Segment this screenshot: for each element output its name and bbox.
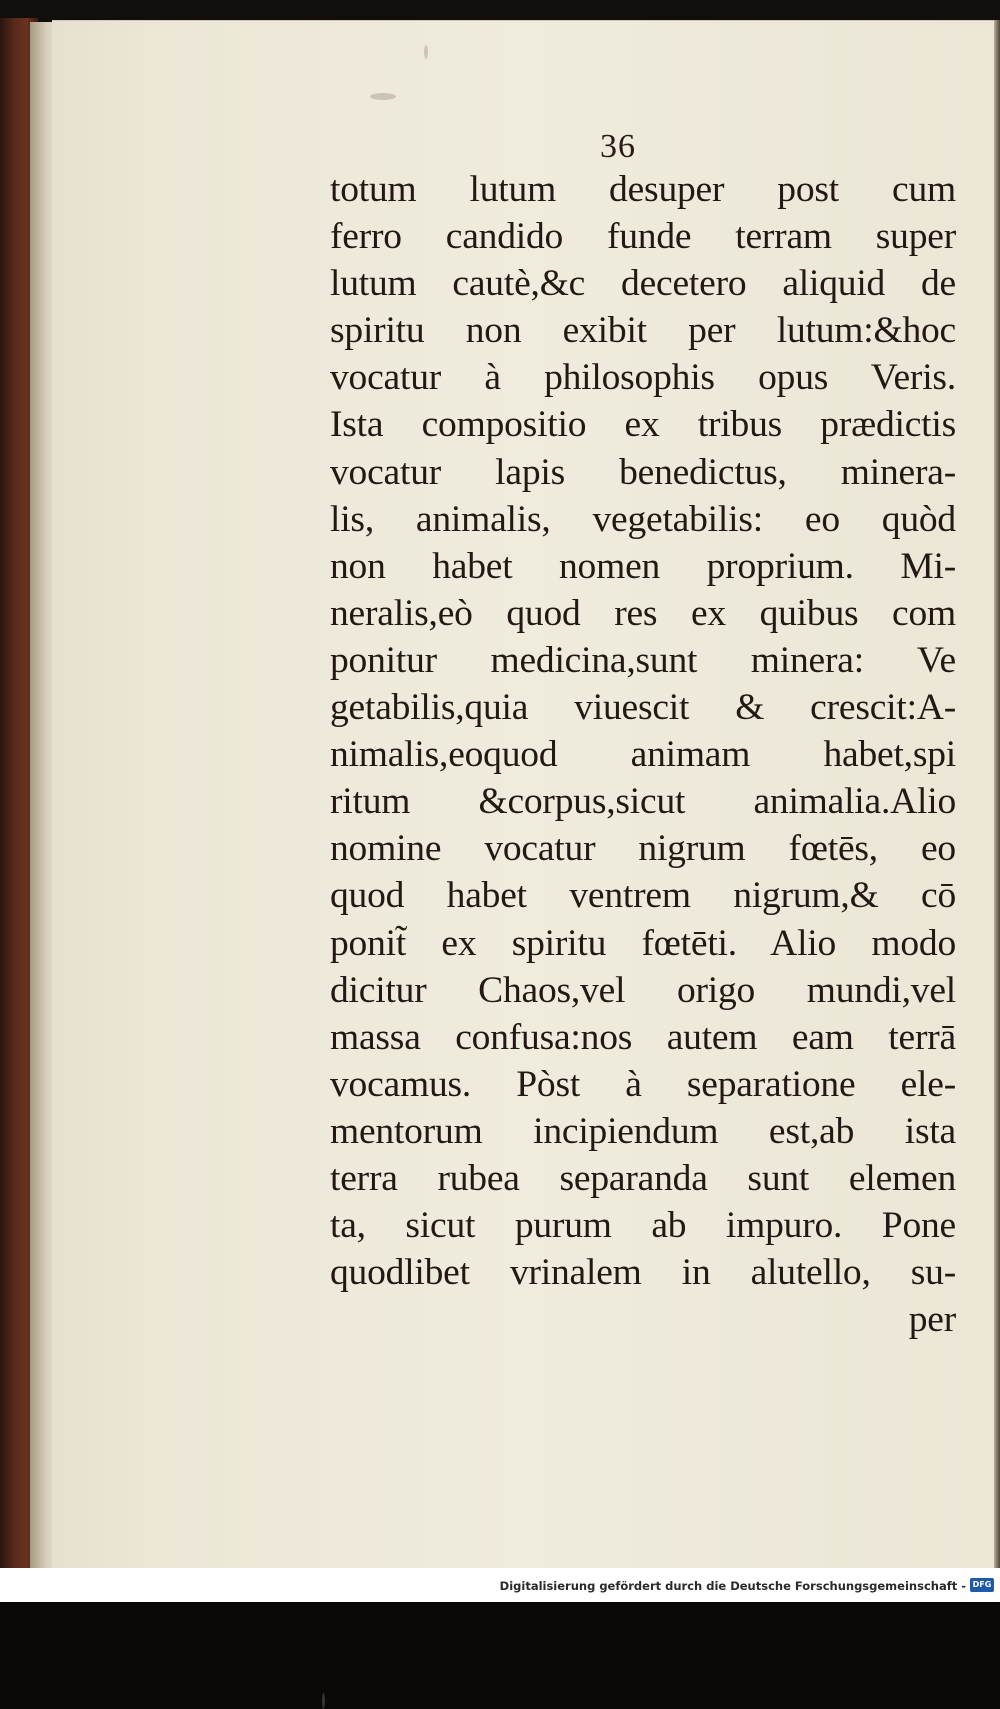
text-line: vocatur lapis benedictus, minera- xyxy=(330,451,956,493)
text-line: ta, sicut purum ab impuro. Pone xyxy=(330,1205,956,1247)
text-line: terra rubea separanda sunt elemen xyxy=(330,1157,956,1199)
page-smudge xyxy=(424,45,428,59)
footer-credit: Digitalisierung gefördert durch die Deutsche Forschungsgemeinschaft - xyxy=(499,1579,966,1593)
text-line: ponitur medicina,sunt minera: Ve xyxy=(330,639,956,681)
text-line: totum lutum desuper post cum xyxy=(330,169,956,210)
catchword: per xyxy=(908,1299,956,1341)
digitization-footer xyxy=(0,1568,1000,1602)
text-line: ferro candido funde terram super xyxy=(330,216,956,258)
text-line: getabilis,quia viuescit & crescit:A- xyxy=(330,687,956,729)
text-line: vocamus. Pòst à separatione ele- xyxy=(330,1063,956,1105)
text-line: quodlibet vrinalem in alutello, su- xyxy=(330,1252,956,1294)
text-line: lis, animalis, vegetabilis: eo quòd xyxy=(330,498,956,540)
text-line: neralis,eò quod res ex quibus com xyxy=(330,592,956,634)
page-right-edge xyxy=(994,20,1000,1568)
text-line: nomine vocatur nigrum fœtēs, eo xyxy=(330,828,956,870)
text-line: Ista compositio ex tribus prædictis xyxy=(330,404,956,446)
page-number: 36 xyxy=(600,128,636,165)
text-line: lutum cautè,&c decetero aliquid de xyxy=(330,263,956,305)
body-text xyxy=(330,166,956,1343)
text-line: mentorum incipiendum est,ab ista xyxy=(330,1110,956,1152)
text-line: massa confusa:nos autem eam terrā xyxy=(330,1016,956,1058)
text-line: vocatur à philosophis opus Veris. xyxy=(330,357,956,399)
text-line: non habet nomen proprium. Mi- xyxy=(330,545,956,587)
text-line: dicitur Chaos,vel origo mundi,vel xyxy=(330,969,956,1011)
dfg-logo: DFG xyxy=(970,1578,994,1592)
text-line: quod habet ventrem nigrum,& cō xyxy=(330,875,956,917)
page-smudge xyxy=(370,93,396,100)
text-line: ponit̃ ex spiritu fœtēti. Alio modo xyxy=(330,922,956,964)
text-line: nimalis,eoquod animam habet,spi xyxy=(330,734,956,776)
page-smudge xyxy=(322,1693,325,1709)
text-line: ritum &corpus,sicut animalia.Alio xyxy=(330,781,956,823)
text-line: spiritu non exibit per lutum:&hoc xyxy=(330,310,956,352)
